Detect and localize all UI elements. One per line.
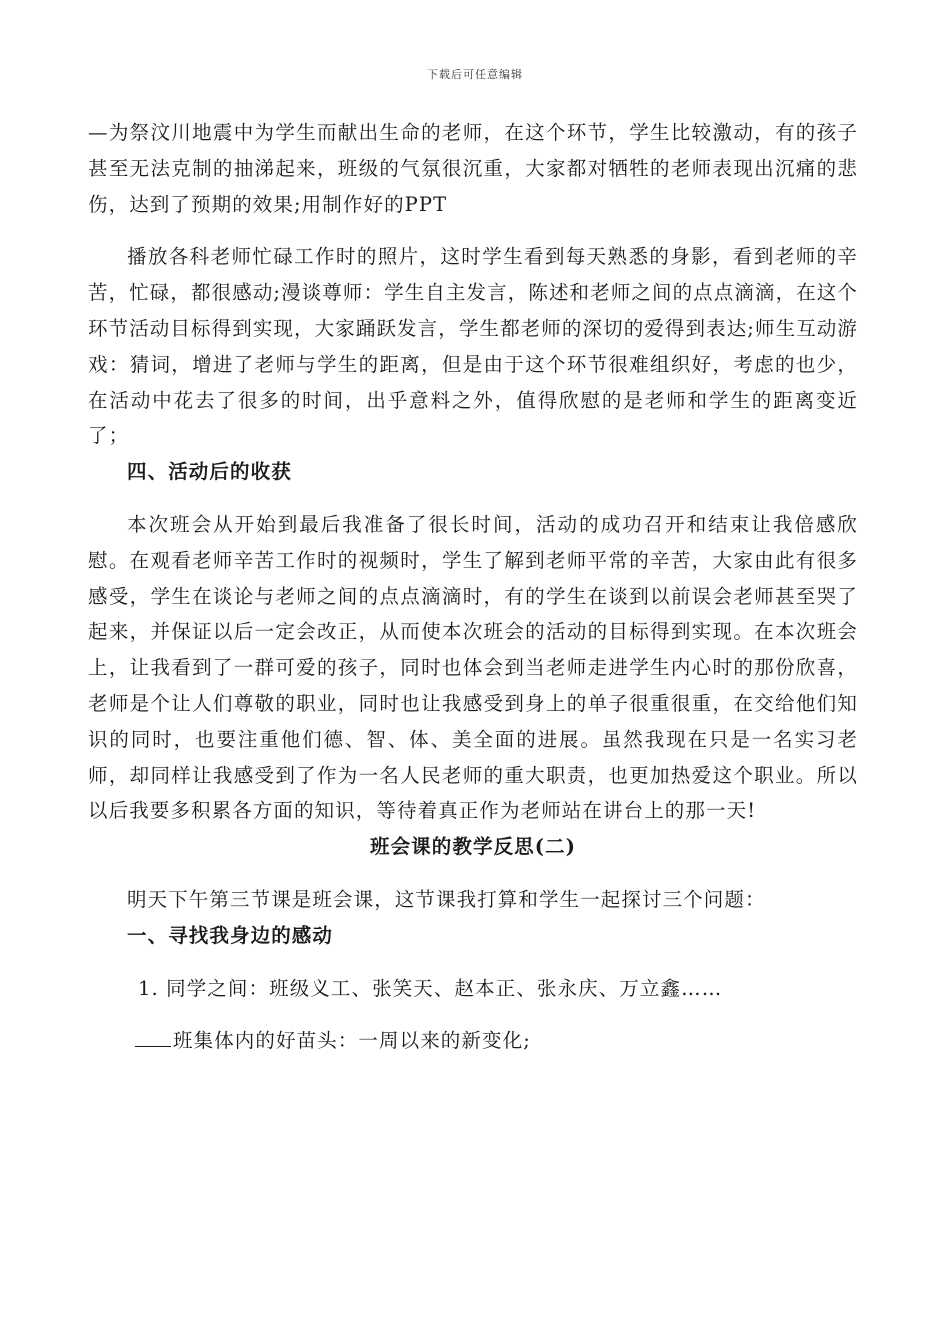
paragraph-photos: 播放各科老师忙碌工作时的照片，这时学生看到每天熟悉的身影，看到老师的辛苦，忙碌，都很感动;漫谈尊师：学生自主发言，陈述和老师之间的点点滴滴，在这个环节活动目标得到实现，大家踊跃发言，学生都老师的深切的爱得到表达;师生互动游戏：猜词，增进了老师与学生的距离，但是由于这个环节很难组织好，考虑的也少，在活动中花去了很多的时间，出乎意料之外，值得欣慰的是老师和学生的距离变近了； [88,245,858,448]
document-body [88,115,858,1059]
fill-in-blank [135,1045,171,1047]
list-item-class-progress-text: 班集体内的好苗头：一周以来的新变化; [173,1029,531,1053]
paragraph-reflection: 本次班会从开始到最后我准备了很长时间，活动的成功召开和结束让我倍感欣慰。在观看老师辛苦工作时的视频时，学生了解到老师平常的辛苦，大家由此有很多感受，学生在谈论与老师之间的点点滴滴时，有的学生在谈到以前误会老师甚至哭了起来，并保证以后一定会改正，从而使本次班会的活动的目标得到实现。在本次班会上，让我看到了一群可爱的孩子，同时也体会到当老师走进学生内心时的那份欣喜，老师是个让人们尊敬的职业，同时也让我感受到身上的单子很重很重，在交给他们知识的同时，也要注重他们德、智、体、美全面的进展。虽然我现在只是一名实习老师，却同样让我感受到了作为一名人民老师的重大职责，也更加热爱这个职业。所以以后我要多积累各方面的知识，等待着真正作为老师站在讲台上的那一天! [88,512,858,823]
page-header-note: 下载后可任意编辑 [427,68,523,81]
section-heading-moving: 一、寻找我身边的感动 [127,923,334,947]
list-item-class-progress [88,1023,858,1059]
list-item-classmates: 1. 同学之间：班级义工、张笑天、赵本正、张永庆、万立鑫…… [138,976,723,1000]
section-heading-gains: 四、活动后的收获 [127,460,292,484]
paragraph-memorial: —为祭汶川地震中为学生而献出生命的老师，在这个环节，学生比较激动，有的孩子甚至无法克制的抽涕起来，班级的气氛很沉重，大家都对牺牲的老师表现出沉痛的悲伤，达到了预期的效果;用制作好的PPT [88,121,858,216]
paragraph-plan: 明天下午第三节课是班会课，这节课我打算和学生一起探讨三个问题： [127,887,766,911]
document-title-part-two: 班会课的教学反思(二) [369,835,577,859]
